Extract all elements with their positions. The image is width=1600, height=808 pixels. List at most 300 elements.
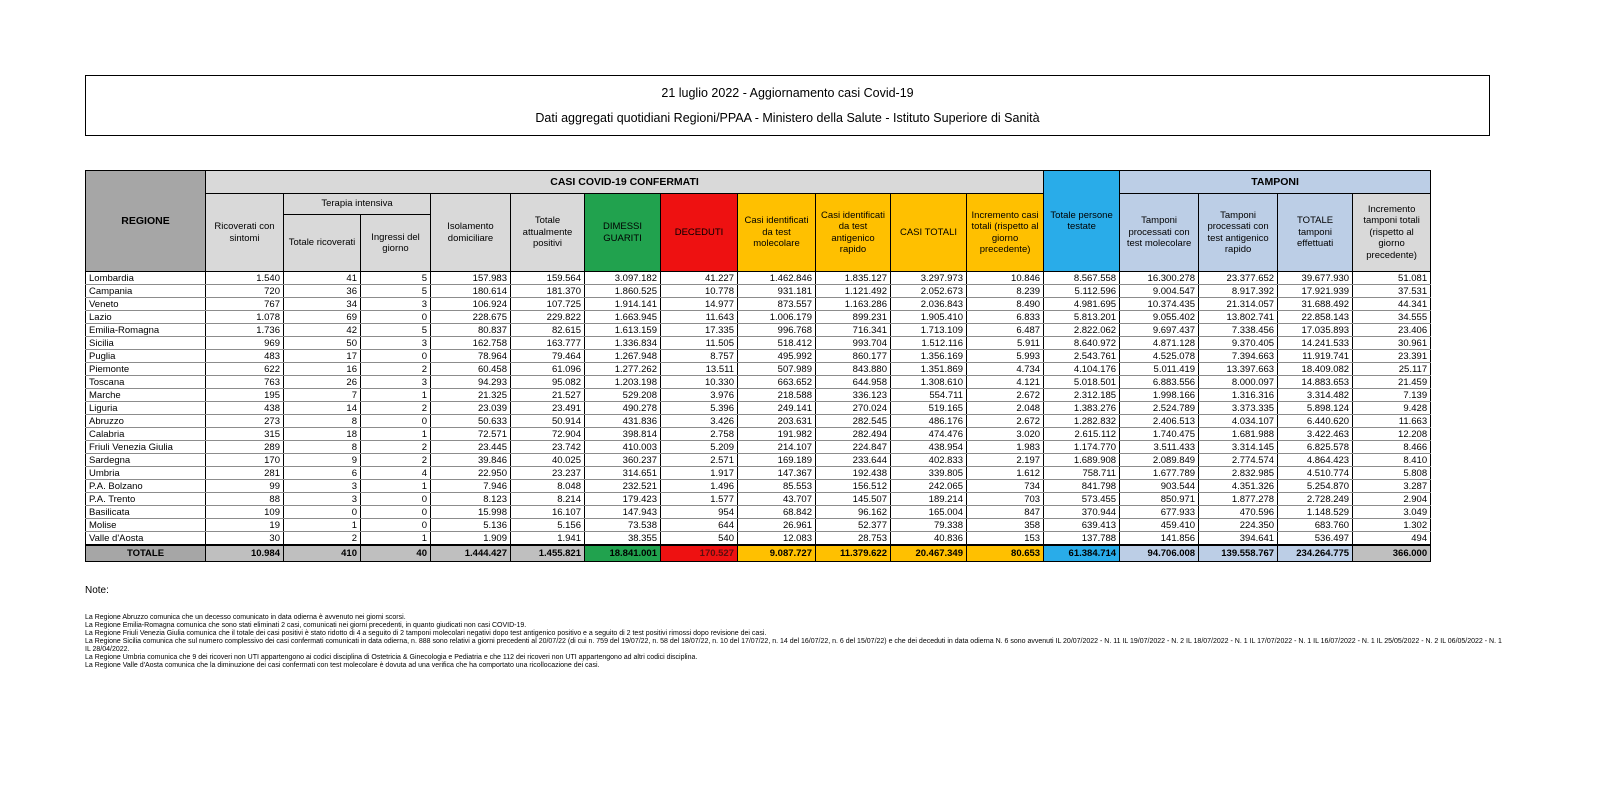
group-header-terapia-intensiva: Terapia intensiva	[284, 194, 431, 215]
value-cell: 2.543.761	[1044, 350, 1120, 363]
table-row	[86, 389, 1431, 402]
value-cell: 6	[284, 467, 361, 480]
value-cell: 2.036.843	[891, 298, 967, 311]
value-cell: 2.615.112	[1044, 428, 1120, 441]
note-item: La Regione Sicilia comunica che sul numero complessivo dei casi confermati comunicati in data odierna, n. 888 sono relativi a giorni precedenti al 20/07/22 (di cui n. 759 del 19/07/22, n. 58 del 18/07/22, n. 10 del 17/07/22, n. 14 del 16/07/22, n. 6 del 15/07/22) e che dei deceduti in data odierna N. 6 sono avvenuti IL 20/07/2022 - N. 11 IL 19/07/2022 - N. 2 IL 18/07/2022 - N. 1 IL 17/07/2022 - N. 1 IL 16/07/2022 - N. 1 IL 25/05/2022 - N. 2 IL 06/05/2022 - N. 1 IL 28/04/2022.	[85, 638, 1502, 653]
value-cell: 30.961	[1353, 337, 1431, 350]
value-cell: 2.672	[967, 415, 1044, 428]
value-cell: 4.864.423	[1278, 454, 1353, 467]
value-cell: 850.971	[1120, 493, 1199, 506]
value-cell: 159.564	[511, 272, 585, 285]
value-cell: 43.707	[738, 493, 816, 506]
table-row	[86, 506, 1431, 519]
table-row	[86, 415, 1431, 428]
value-cell: 1.998.166	[1120, 389, 1199, 402]
value-cell: 1.267.948	[585, 350, 661, 363]
value-cell: 3.297.973	[891, 272, 967, 285]
table-row	[86, 376, 1431, 389]
value-cell: 5.993	[967, 350, 1044, 363]
value-cell: 4.871.128	[1120, 337, 1199, 350]
value-cell: 402.833	[891, 454, 967, 467]
value-cell: 0	[361, 519, 431, 532]
value-cell: 1.302	[1353, 519, 1431, 532]
value-cell: 4.981.695	[1044, 298, 1120, 311]
table-row	[86, 298, 1431, 311]
value-cell: 3	[361, 298, 431, 311]
value-cell: 5	[361, 324, 431, 337]
value-cell: 7	[284, 389, 361, 402]
value-cell: 8.000.097	[1199, 376, 1278, 389]
region-cell: Molise	[86, 519, 206, 532]
value-cell: 4.104.176	[1044, 363, 1120, 376]
region-cell: Lombardia	[86, 272, 206, 285]
value-cell: 2	[284, 532, 361, 546]
value-cell: 12.208	[1353, 428, 1431, 441]
value-cell: 11.505	[661, 337, 738, 350]
value-cell: 0	[361, 311, 431, 324]
value-cell: 847	[967, 506, 1044, 519]
value-cell: 8.757	[661, 350, 738, 363]
value-cell: 358	[967, 519, 1044, 532]
value-cell: 34.555	[1353, 311, 1431, 324]
value-cell: 8.410	[1353, 454, 1431, 467]
value-cell: 1.905.410	[891, 311, 967, 324]
note-item: La Regione Valle d'Aosta comunica che la diminuzione dei casi confermati con test molecolare è dovuta ad una verifica che ha comportato una ricollocazione dei casi.	[85, 662, 600, 669]
value-cell: 1.174.770	[1044, 441, 1120, 454]
value-cell: 1.663.945	[585, 311, 661, 324]
value-cell: 14	[284, 402, 361, 415]
value-cell: 31.688.492	[1278, 298, 1353, 311]
value-cell: 969	[206, 337, 284, 350]
region-cell: Lazio	[86, 311, 206, 324]
col-header-totale-tamponi: TOTALE tamponi effettuati	[1278, 194, 1353, 272]
table-row	[86, 324, 1431, 337]
value-cell: 232.521	[585, 480, 661, 493]
value-cell: 50.914	[511, 415, 585, 428]
value-cell: 289	[206, 441, 284, 454]
col-header-regione: REGIONE	[86, 171, 206, 272]
value-cell: 8.123	[431, 493, 511, 506]
col-header-casi-molecolare: Casi identificati da test molecolare	[738, 194, 816, 272]
value-cell: 15.998	[431, 506, 511, 519]
value-cell: 23.406	[1353, 324, 1431, 337]
value-cell: 519.165	[891, 402, 967, 415]
value-cell: 5.209	[661, 441, 738, 454]
value-cell: 410.003	[585, 441, 661, 454]
total-value-cell: 80.653	[967, 545, 1044, 562]
value-cell: 163.777	[511, 337, 585, 350]
value-cell: 282.545	[816, 415, 891, 428]
value-cell: 1.316.316	[1199, 389, 1278, 402]
value-cell: 39.677.930	[1278, 272, 1353, 285]
value-cell: 1.917	[661, 467, 738, 480]
value-cell: 13.511	[661, 363, 738, 376]
value-cell: 758.711	[1044, 467, 1120, 480]
value-cell: 3	[284, 480, 361, 493]
note-item: La Regione Emilia-Romagna comunica che sono stati eliminati 2 casi, comunicati nei giorni precedenti, in quanto giudicati non casi COVID-19.	[85, 622, 527, 629]
value-cell: 2.728.249	[1278, 493, 1353, 506]
value-cell: 179.423	[585, 493, 661, 506]
value-cell: 1.941	[511, 532, 585, 546]
value-cell: 644	[661, 519, 738, 532]
value-cell: 3	[361, 337, 431, 350]
value-cell: 50	[284, 337, 361, 350]
value-cell: 273	[206, 415, 284, 428]
value-cell: 224.350	[1199, 519, 1278, 532]
value-cell: 931.181	[738, 285, 816, 298]
value-cell: 68.842	[738, 506, 816, 519]
value-cell: 5.813.201	[1044, 311, 1120, 324]
value-cell: 1.512.116	[891, 337, 967, 350]
value-cell: 873.557	[738, 298, 816, 311]
region-cell: Toscana	[86, 376, 206, 389]
value-cell: 141.856	[1120, 532, 1199, 546]
value-cell: 23.491	[511, 402, 585, 415]
region-cell: Basilicata	[86, 506, 206, 519]
group-header-tamponi: TAMPONI	[1120, 171, 1431, 194]
value-cell: 3.097.182	[585, 272, 661, 285]
value-cell: 9.370.405	[1199, 337, 1278, 350]
value-cell: 39.846	[431, 454, 511, 467]
value-cell: 41.227	[661, 272, 738, 285]
value-cell: 214.107	[738, 441, 816, 454]
value-cell: 8.917.392	[1199, 285, 1278, 298]
table-row	[86, 532, 1431, 546]
col-header-totale-ricoverati: Totale ricoverati	[284, 215, 361, 272]
value-cell: 153	[967, 532, 1044, 546]
value-cell: 23.039	[431, 402, 511, 415]
value-cell: 644.958	[816, 376, 891, 389]
col-header-incremento-tamponi: Incremento tamponi totali (rispetto al giorno precedente)	[1353, 194, 1431, 272]
value-cell: 28.753	[816, 532, 891, 546]
value-cell: 99	[206, 480, 284, 493]
value-cell: 36	[284, 285, 361, 298]
value-cell: 0	[284, 506, 361, 519]
value-cell: 841.798	[1044, 480, 1120, 493]
value-cell: 3.049	[1353, 506, 1431, 519]
value-cell: 0	[361, 350, 431, 363]
value-cell: 5.808	[1353, 467, 1431, 480]
value-cell: 8	[284, 441, 361, 454]
value-cell: 394.641	[1199, 532, 1278, 546]
value-cell: 540	[661, 532, 738, 546]
region-cell: P.A. Bolzano	[86, 480, 206, 493]
value-cell: 73.538	[585, 519, 661, 532]
value-cell: 17.921.939	[1278, 285, 1353, 298]
value-cell: 95.082	[511, 376, 585, 389]
table-header	[86, 171, 1431, 272]
value-cell: 5.911	[967, 337, 1044, 350]
value-cell: 474.476	[891, 428, 967, 441]
value-cell: 2.672	[967, 389, 1044, 402]
title-box	[85, 75, 1490, 136]
value-cell: 1.336.834	[585, 337, 661, 350]
value-cell: 734	[967, 480, 1044, 493]
value-cell: 2	[361, 454, 431, 467]
value-cell: 147.367	[738, 467, 816, 480]
value-cell: 218.588	[738, 389, 816, 402]
value-cell: 5.898.124	[1278, 402, 1353, 415]
value-cell: 2.904	[1353, 493, 1431, 506]
total-value-cell: 9.087.727	[738, 545, 816, 562]
value-cell: 1.689.908	[1044, 454, 1120, 467]
value-cell: 203.631	[738, 415, 816, 428]
col-header-dimessi-guariti: DIMESSI GUARITI	[585, 194, 661, 272]
value-cell: 438.954	[891, 441, 967, 454]
value-cell: 7.338.456	[1199, 324, 1278, 337]
value-cell: 1.877.278	[1199, 493, 1278, 506]
value-cell: 23.377.652	[1199, 272, 1278, 285]
value-cell: 0	[361, 506, 431, 519]
value-cell: 1.462.846	[738, 272, 816, 285]
value-cell: 11.663	[1353, 415, 1431, 428]
table-row	[86, 285, 1431, 298]
value-cell: 8.490	[967, 298, 1044, 311]
total-value-cell: 234.264.775	[1278, 545, 1353, 562]
value-cell: 17	[284, 350, 361, 363]
value-cell: 3.422.463	[1278, 428, 1353, 441]
value-cell: 1	[361, 428, 431, 441]
value-cell: 8.048	[511, 480, 585, 493]
value-cell: 19	[206, 519, 284, 532]
total-value-cell: 18.841.001	[585, 545, 661, 562]
value-cell: 22.858.143	[1278, 311, 1353, 324]
value-cell: 40.836	[891, 532, 967, 546]
col-header-isolamento: Isolamento domiciliare	[431, 194, 511, 272]
table-row	[86, 337, 1431, 350]
region-cell: Umbria	[86, 467, 206, 480]
value-cell: 1.681.988	[1199, 428, 1278, 441]
value-cell: 18.409.082	[1278, 363, 1353, 376]
value-cell: 17.335	[661, 324, 738, 337]
value-cell: 2.524.789	[1120, 402, 1199, 415]
value-cell: 249.141	[738, 402, 816, 415]
value-cell: 189.214	[891, 493, 967, 506]
col-header-persone-testate: Totale persone testate	[1044, 171, 1120, 272]
value-cell: 21.527	[511, 389, 585, 402]
notes-section	[85, 585, 1509, 670]
value-cell: 1.613.159	[585, 324, 661, 337]
value-cell: 438	[206, 402, 284, 415]
value-cell: 0	[361, 415, 431, 428]
col-header-casi-totali: CASI TOTALI	[891, 194, 967, 272]
value-cell: 6.883.556	[1120, 376, 1199, 389]
value-cell: 22.950	[431, 467, 511, 480]
value-cell: 3.511.433	[1120, 441, 1199, 454]
col-header-attualmente-positivi: Totale attualmente positivi	[511, 194, 585, 272]
value-cell: 622	[206, 363, 284, 376]
value-cell: 3.020	[967, 428, 1044, 441]
value-cell: 315	[206, 428, 284, 441]
value-cell: 25.117	[1353, 363, 1431, 376]
value-cell: 1.713.109	[891, 324, 967, 337]
value-cell: 50.633	[431, 415, 511, 428]
value-cell: 282.494	[816, 428, 891, 441]
value-cell: 2.822.062	[1044, 324, 1120, 337]
value-cell: 2.052.673	[891, 285, 967, 298]
value-cell: 169.189	[738, 454, 816, 467]
value-cell: 2.089.849	[1120, 454, 1199, 467]
value-cell: 2.774.574	[1199, 454, 1278, 467]
table-row	[86, 428, 1431, 441]
region-cell: Puglia	[86, 350, 206, 363]
covid-data-table	[85, 170, 1431, 562]
value-cell: 0	[361, 493, 431, 506]
notes-title: Note:	[85, 585, 109, 596]
value-cell: 229.822	[511, 311, 585, 324]
value-cell: 180.614	[431, 285, 511, 298]
total-value-cell: 94.706.008	[1120, 545, 1199, 562]
value-cell: 1.677.789	[1120, 467, 1199, 480]
value-cell: 1.540	[206, 272, 284, 285]
value-cell: 483	[206, 350, 284, 363]
value-cell: 5.254.870	[1278, 480, 1353, 493]
value-cell: 8	[284, 415, 361, 428]
value-cell: 518.412	[738, 337, 816, 350]
value-cell: 4.525.078	[1120, 350, 1199, 363]
value-cell: 14.883.653	[1278, 376, 1353, 389]
value-cell: 3.426	[661, 415, 738, 428]
value-cell: 495.992	[738, 350, 816, 363]
value-cell: 1.282.832	[1044, 415, 1120, 428]
value-cell: 12.083	[738, 532, 816, 546]
total-value-cell: 139.558.767	[1199, 545, 1278, 562]
value-cell: 1	[361, 480, 431, 493]
value-cell: 720	[206, 285, 284, 298]
value-cell: 1	[361, 389, 431, 402]
region-cell: Calabria	[86, 428, 206, 441]
value-cell: 5	[361, 272, 431, 285]
table-row	[86, 311, 1431, 324]
value-cell: 30	[206, 532, 284, 546]
total-value-cell: 11.379.622	[816, 545, 891, 562]
value-cell: 281	[206, 467, 284, 480]
value-cell: 13.397.663	[1199, 363, 1278, 376]
value-cell: 6.825.578	[1278, 441, 1353, 454]
value-cell: 470.596	[1199, 506, 1278, 519]
table-row	[86, 350, 1431, 363]
value-cell: 17.035.893	[1278, 324, 1353, 337]
value-cell: 11.643	[661, 311, 738, 324]
value-cell: 1.914.141	[585, 298, 661, 311]
total-value-cell: 40	[361, 545, 431, 562]
value-cell: 60.458	[431, 363, 511, 376]
value-cell: 1.612	[967, 467, 1044, 480]
value-cell: 1.078	[206, 311, 284, 324]
total-value-cell: 1.444.427	[431, 545, 511, 562]
value-cell: 1.577	[661, 493, 738, 506]
note-item: La Regione Friuli Venezia Giulia comunica che il totale dei casi positivi è stato ridotto di 4 a seguito di 2 tamponi molecolari negativi dopo test antigenico positivo e a seguito di 2 test positivi rimossi dopo revisione dei casi.	[85, 630, 767, 637]
value-cell: 336.123	[816, 389, 891, 402]
value-cell: 8.214	[511, 493, 585, 506]
bulletin-title: 21 luglio 2022 - Aggiornamento casi Covid-19	[661, 86, 914, 101]
value-cell: 88	[206, 493, 284, 506]
total-value-cell: 20.467.349	[891, 545, 967, 562]
value-cell: 21.325	[431, 389, 511, 402]
value-cell: 4.034.107	[1199, 415, 1278, 428]
value-cell: 8.239	[967, 285, 1044, 298]
value-cell: 21.459	[1353, 376, 1431, 389]
note-item: La Regione Umbria comunica che 9 dei ricoveri non UTI appartengono ai codici disciplina di Ostetricia & Ginecologia e Pediatria e che 112 dei ricoveri non UTI appartengono ad altri codici disciplina.	[85, 654, 698, 661]
value-cell: 69	[284, 311, 361, 324]
value-cell: 72.904	[511, 428, 585, 441]
value-cell: 339.805	[891, 467, 967, 480]
value-cell: 2.571	[661, 454, 738, 467]
region-cell: Liguria	[86, 402, 206, 415]
value-cell: 683.760	[1278, 519, 1353, 532]
value-cell: 42	[284, 324, 361, 337]
note-item: La Regione Abruzzo comunica che un decesso comunicato in data odierna è avvenuto nei giorni scorsi.	[85, 614, 406, 621]
value-cell: 1.983	[967, 441, 1044, 454]
notes-list	[85, 614, 1509, 670]
value-cell: 195	[206, 389, 284, 402]
value-cell: 1.496	[661, 480, 738, 493]
value-cell: 23.445	[431, 441, 511, 454]
value-cell: 573.455	[1044, 493, 1120, 506]
value-cell: 23.391	[1353, 350, 1431, 363]
value-cell: 2.048	[967, 402, 1044, 415]
value-cell: 767	[206, 298, 284, 311]
value-cell: 494	[1353, 532, 1431, 546]
value-cell: 860.177	[816, 350, 891, 363]
value-cell: 2	[361, 363, 431, 376]
col-header-tamponi-molecolare: Tamponi processati con test molecolare	[1120, 194, 1199, 272]
value-cell: 6.487	[967, 324, 1044, 337]
value-cell: 1.203.198	[585, 376, 661, 389]
table-row	[86, 454, 1431, 467]
value-cell: 106.924	[431, 298, 511, 311]
table-row	[86, 363, 1431, 376]
value-cell: 1.006.179	[738, 311, 816, 324]
region-cell: Valle d'Aosta	[86, 532, 206, 546]
value-cell: 16	[284, 363, 361, 376]
region-cell: Veneto	[86, 298, 206, 311]
col-header-incremento-casi: Incremento casi totali (rispetto al giorno precedente)	[967, 194, 1044, 272]
value-cell: 360.237	[585, 454, 661, 467]
value-cell: 96.162	[816, 506, 891, 519]
col-header-ingressi-giorno: Ingressi del giorno	[361, 215, 431, 272]
value-cell: 1.740.475	[1120, 428, 1199, 441]
bulletin-subtitle: Dati aggregati quotidiani Regioni/PPAA - Ministero della Salute - Istituto Superiore di Sanità	[535, 110, 1040, 125]
value-cell: 2.832.985	[1199, 467, 1278, 480]
value-cell: 843.880	[816, 363, 891, 376]
value-cell: 10.330	[661, 376, 738, 389]
value-cell: 763	[206, 376, 284, 389]
value-cell: 663.652	[738, 376, 816, 389]
value-cell: 1.277.262	[585, 363, 661, 376]
value-cell: 490.278	[585, 402, 661, 415]
value-cell: 10.778	[661, 285, 738, 298]
value-cell: 4.734	[967, 363, 1044, 376]
value-cell: 2.406.513	[1120, 415, 1199, 428]
value-cell: 1.736	[206, 324, 284, 337]
value-cell: 85.553	[738, 480, 816, 493]
value-cell: 1.356.169	[891, 350, 967, 363]
value-cell: 4.351.326	[1199, 480, 1278, 493]
value-cell: 5.136	[431, 519, 511, 532]
value-cell: 8.466	[1353, 441, 1431, 454]
value-cell: 34	[284, 298, 361, 311]
value-cell: 1.148.529	[1278, 506, 1353, 519]
value-cell: 1.835.127	[816, 272, 891, 285]
value-cell: 157.983	[431, 272, 511, 285]
total-value-cell: 410	[284, 545, 361, 562]
col-header-ricoverati-sintomi: Ricoverati con sintomi	[206, 194, 284, 272]
total-label-cell: TOTALE	[86, 545, 206, 562]
value-cell: 1.351.869	[891, 363, 967, 376]
value-cell: 9.055.402	[1120, 311, 1199, 324]
value-cell: 170	[206, 454, 284, 467]
